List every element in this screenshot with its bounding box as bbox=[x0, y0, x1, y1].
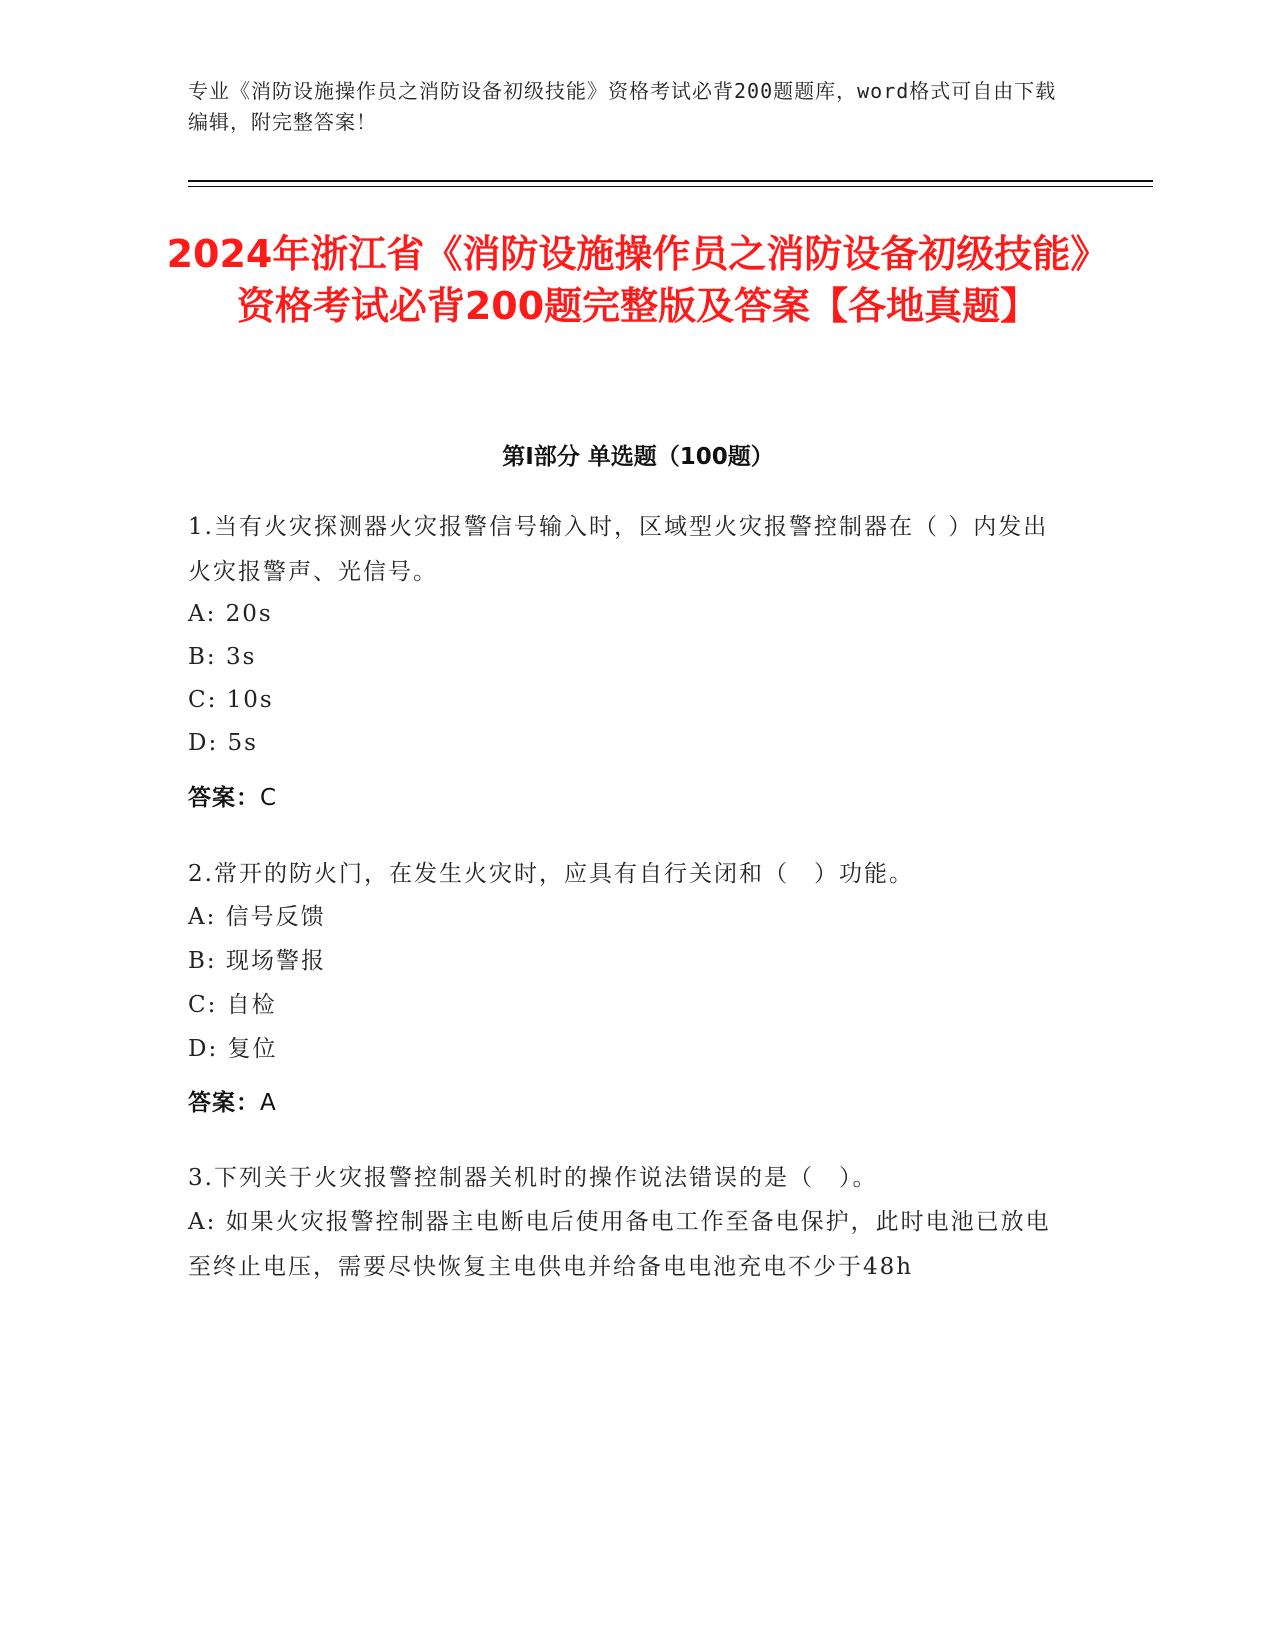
question-1-option-c: C: 10s bbox=[188, 687, 274, 713]
document-title: 2024年浙江省《消防设施操作员之消防设备初级技能》资格考试必背200题完整版及答案【各地真题】 bbox=[166, 232, 1109, 328]
header-rule-thin bbox=[188, 186, 1153, 187]
answer-value: A bbox=[260, 1090, 277, 1116]
question-2-option-d: D: 复位 bbox=[188, 1036, 278, 1062]
question-2-option-b: B: 现场警报 bbox=[188, 948, 326, 974]
question-1-answer bbox=[188, 779, 277, 812]
question-3-option-a: A: 如果火灾报警控制器主电断电后使用备电工作至备电保护，此时电池已放电至终止电压，需要尽快恢复主电供电并给备电电池充电不少于48h bbox=[188, 1209, 1051, 1280]
question-2-option-a: A: 信号反馈 bbox=[188, 904, 326, 930]
question-1-text: 1.当有火灾探测器火灾报警信号输入时，区域型火灾报警控制器在（ ）内发出火灾报警声、光信号。 bbox=[188, 514, 1049, 585]
answer-value: C bbox=[260, 785, 278, 811]
question-1-option-b: B: 3s bbox=[188, 644, 257, 670]
question-3-text: 3.下列关于火灾报警控制器关机时的操作说法错误的是（ ）。 bbox=[188, 1165, 878, 1191]
answer-label: 答案： bbox=[188, 1090, 260, 1116]
question-1-option-a: A: 20s bbox=[188, 601, 273, 627]
question-2-text: 2.常开的防火门，在发生火灾时，应具有自行关闭和（ ）功能。 bbox=[188, 861, 914, 887]
question-2-option-c: C: 自检 bbox=[188, 992, 277, 1018]
header-note: 专业《消防设施操作员之消防设备初级技能》资格考试必背200题题库，word格式可自由下载编辑，附完整答案！ bbox=[188, 79, 1057, 134]
section-title: 第I部分 单选题（100题） bbox=[502, 444, 774, 470]
question-2-answer bbox=[188, 1084, 277, 1117]
header-rule-thick bbox=[188, 180, 1153, 182]
answer-label: 答案： bbox=[188, 785, 260, 811]
question-1-option-d: D: 5s bbox=[188, 730, 258, 756]
